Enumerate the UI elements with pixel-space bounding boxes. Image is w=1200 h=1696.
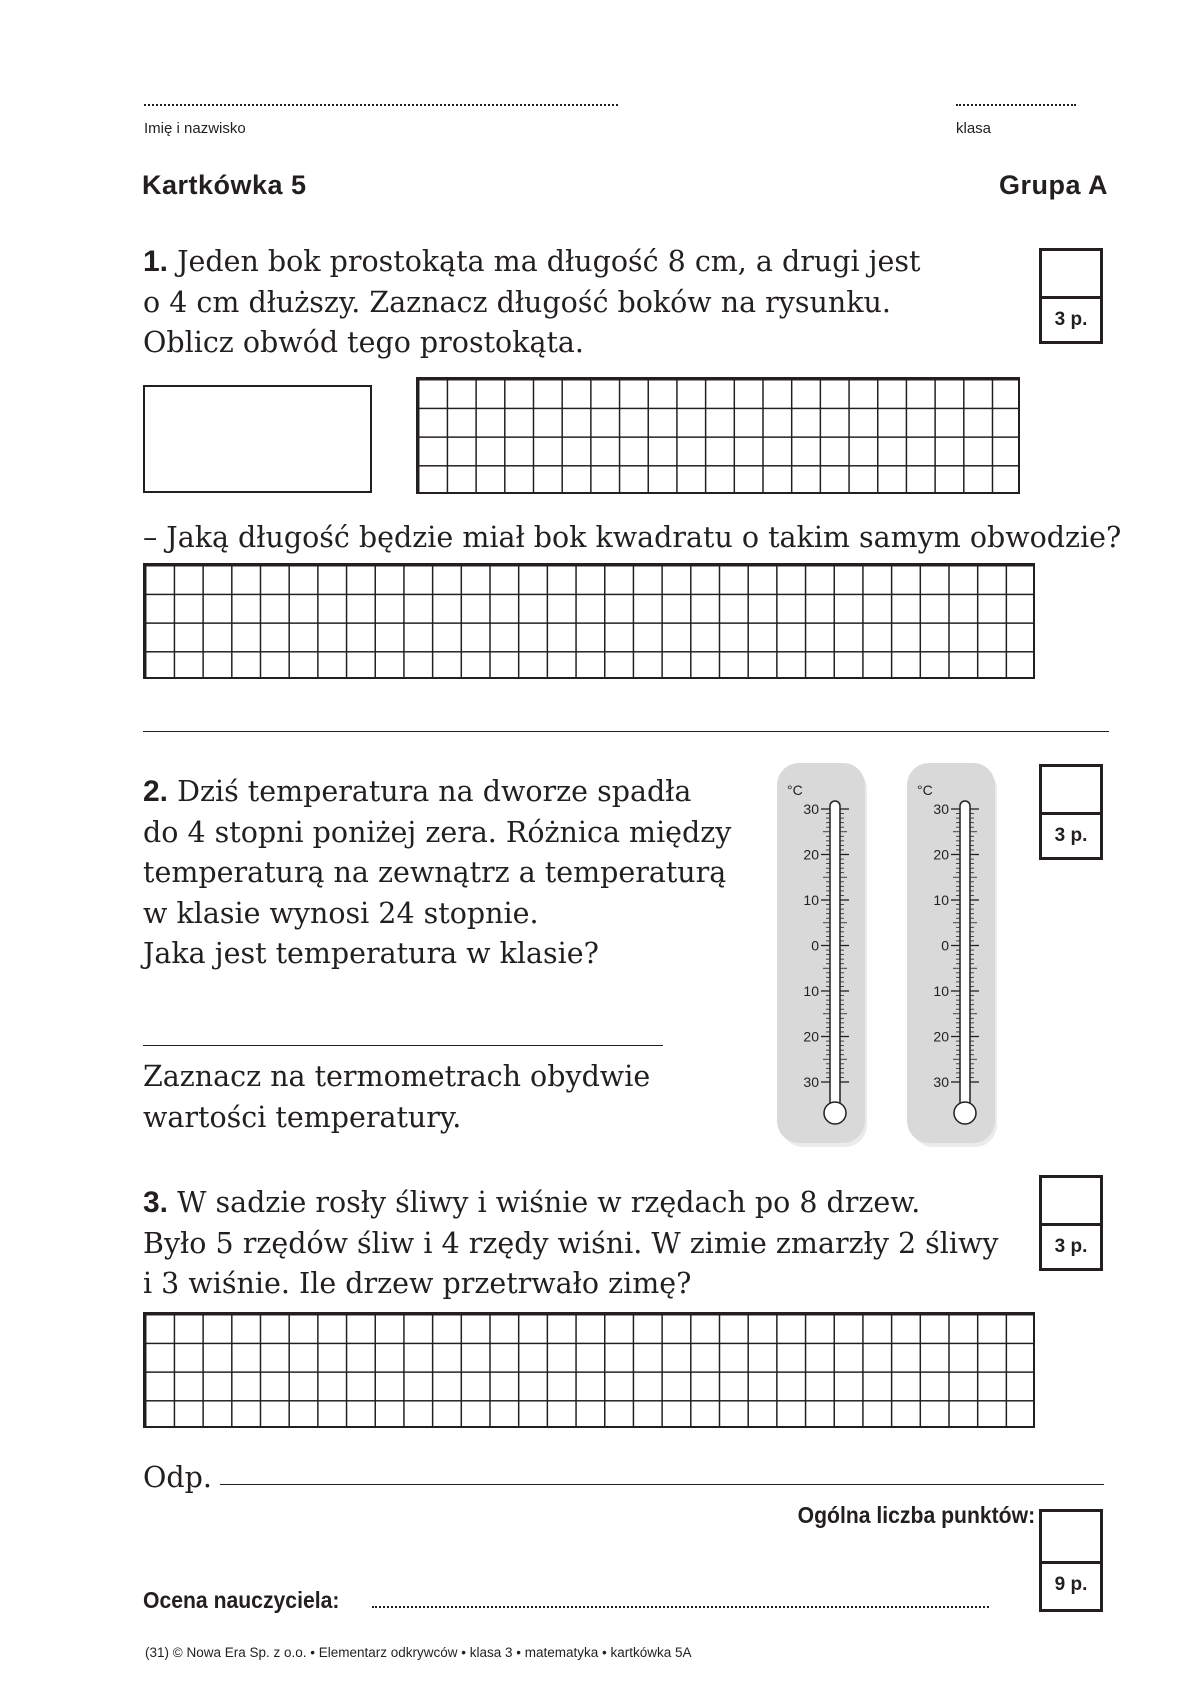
thermometer-2[interactable] bbox=[907, 763, 1001, 1151]
work-grid-3[interactable] bbox=[143, 1312, 1035, 1428]
question-1-line: o 4 cm dłuższy. Zaznacz długość boków na rysunku. bbox=[143, 285, 891, 319]
total-score-box bbox=[1039, 1509, 1103, 1612]
question-2-instruction bbox=[143, 1057, 650, 1138]
thermometer-body bbox=[777, 763, 867, 1147]
question-1-line: Oblicz obwód tego prostokąta. bbox=[143, 326, 584, 359]
question-1-sub: – Jaką długość będzie miał bok kwadratu o takim samym obwodzie? bbox=[143, 521, 1122, 554]
footer-text: (31) © Nowa Era Sp. z o.o. • Elementarz odkrywców • klasa 3 • matematyka • kartkówka 5A bbox=[145, 1645, 692, 1660]
points-label: 3 p. bbox=[1054, 309, 1088, 330]
scale-label: 30 bbox=[803, 801, 819, 817]
instruction-line: wartości temperatury. bbox=[143, 1100, 462, 1134]
unit-label: °C bbox=[787, 782, 803, 798]
score-box-1 bbox=[1039, 248, 1103, 344]
class-label: klasa bbox=[956, 120, 992, 137]
scale-label: 10 bbox=[933, 983, 949, 999]
name-field[interactable] bbox=[144, 104, 618, 106]
teacher-grade-label: Ocena nauczyciela: bbox=[143, 1587, 340, 1613]
work-grid-1[interactable] bbox=[416, 377, 1020, 494]
question-2-line: w klasie wynosi 24 stopnie. bbox=[143, 896, 539, 930]
total-points-value: 9 p. bbox=[1054, 1574, 1088, 1595]
scale-label: 0 bbox=[941, 937, 949, 954]
question-1 bbox=[143, 242, 920, 364]
question-2-number: 2. bbox=[143, 775, 169, 808]
score-entry[interactable] bbox=[1042, 251, 1100, 299]
question-2-line: temperaturą na zewnątrz a temperaturą bbox=[143, 856, 727, 889]
question-2-line: Dziś temperatura na dworze spadła bbox=[177, 775, 692, 808]
question-2-line: do 4 stopni poniżej zera. Różnica między bbox=[143, 815, 732, 849]
scale-label: 10 bbox=[803, 983, 819, 999]
score-box-3 bbox=[1039, 1175, 1103, 1271]
scale-label: 20 bbox=[803, 1028, 819, 1045]
page-title: Kartkówka 5 bbox=[142, 170, 307, 200]
scale-label: 0 bbox=[811, 937, 819, 954]
question-2-line: Jaka jest temperatura w klasie? bbox=[143, 937, 599, 970]
thermometer-1[interactable] bbox=[777, 763, 871, 1151]
question-3-line: Było 5 rzędów śliw i 4 rzędy wiśni. W zimie zmarzły 2 śliwy bbox=[143, 1226, 999, 1260]
scale-label: 10 bbox=[933, 892, 949, 908]
scale-label: 10 bbox=[803, 892, 819, 908]
question-1-number: 1. bbox=[143, 245, 169, 278]
work-grid-2[interactable] bbox=[143, 563, 1035, 679]
question-1-line: Jeden bok prostokąta ma długość 8 cm, a drugi jest bbox=[177, 245, 921, 278]
question-3 bbox=[143, 1183, 999, 1305]
answer-line-2[interactable] bbox=[143, 1045, 663, 1046]
name-label: Imię i nazwisko bbox=[144, 120, 246, 137]
scale-label: 30 bbox=[933, 801, 949, 817]
score-entry[interactable] bbox=[1042, 1178, 1100, 1226]
unit-label: °C bbox=[917, 782, 933, 798]
question-3-number: 3. bbox=[143, 1186, 169, 1219]
thermometer-body bbox=[907, 763, 997, 1147]
class-field[interactable] bbox=[956, 104, 1076, 106]
scale-label: 20 bbox=[933, 846, 949, 863]
question-3-line: i 3 wiśnie. Ile drzew przetrwało zimę? bbox=[143, 1267, 692, 1300]
total-points-label: Ogólna liczba punktów: bbox=[797, 1502, 1035, 1528]
answer-line-3[interactable] bbox=[220, 1484, 1104, 1485]
points-label: 3 p. bbox=[1054, 825, 1088, 846]
scale-label: 20 bbox=[803, 846, 819, 863]
section-divider bbox=[143, 731, 1109, 732]
points-label: 3 p. bbox=[1054, 1236, 1088, 1257]
instruction-line: Zaznacz na termometrach obydwie bbox=[143, 1060, 651, 1093]
group-label: Grupa A bbox=[998, 170, 1108, 200]
scale-label: 30 bbox=[933, 1074, 949, 1090]
scale-label: 20 bbox=[933, 1028, 949, 1045]
question-3-line: W sadzie rosły śliwy i wiśnie w rzędach po 8 drzew. bbox=[177, 1186, 921, 1219]
scale-label: 30 bbox=[803, 1074, 819, 1090]
rectangle-drawing[interactable] bbox=[143, 385, 372, 493]
total-score-entry[interactable] bbox=[1042, 1512, 1100, 1564]
question-2 bbox=[143, 772, 731, 975]
score-box-2 bbox=[1039, 764, 1103, 860]
score-entry[interactable] bbox=[1042, 767, 1100, 815]
answer-label: Odp. bbox=[143, 1461, 212, 1494]
teacher-grade-field[interactable] bbox=[372, 1606, 989, 1608]
